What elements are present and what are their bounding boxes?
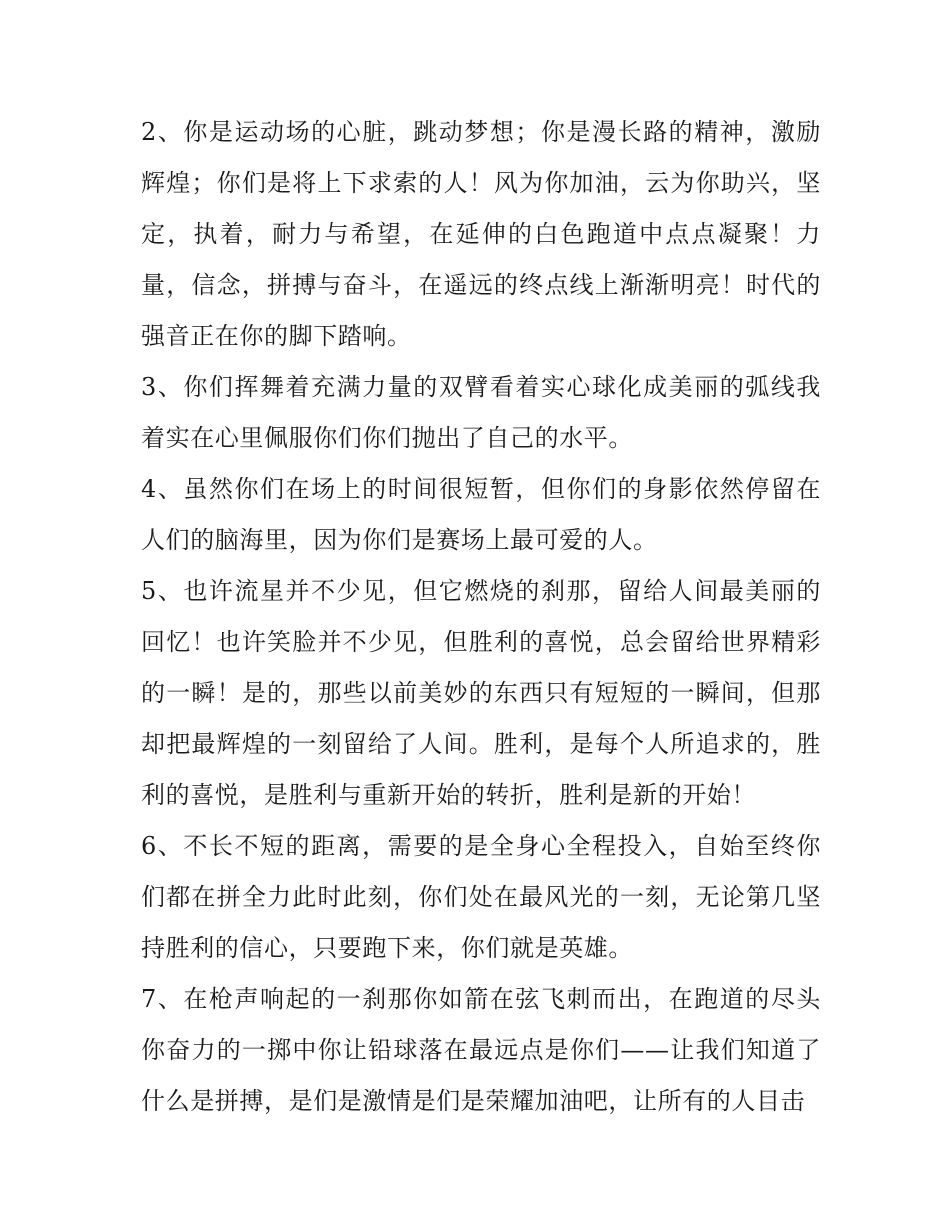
paragraph-3: 3、你们挥舞着充满力量的双臂看着实心球化成美丽的弧线我着实在心里佩服你们你们抛出了自己的水平。 [141,373,821,452]
paragraph-5: 5、也许流星并不少见，但它燃烧的刹那，留给人间最美丽的回忆！也许笑脸并不少见，但胜利的喜悦，总会留给世界精彩的一瞬！是的，那些以前美妙的东西只有短短的一瞬间，但那却把最辉煌的一刻留给了人间。胜利，是每个人所追求的，胜利的喜悦，是胜利与重新开始的转折，胜利是新的开始！ [141,577,821,809]
paragraph-2: 2、你是运动场的心脏，跳动梦想；你是漫长路的精神，激励辉煌；你们是将上下求索的人！风为你加油，云为你助兴，坚定，执着，耐力与希望，在延伸的白色跑道中点点凝聚！力量，信念，拼搏与奋斗，在遥远的终点线上渐渐明亮！时代的强音正在你的脚下踏响。 [141,118,821,350]
paragraph-6: 6、不长不短的距离，需要的是全身心全程投入，自始至终你们都在拼全力此时此刻，你们处在最风光的一刻，无论第几坚持胜利的信心，只要跑下来，你们就是英雄。 [141,832,821,962]
paragraph-4: 4、虽然你们在场上的时间很短暂，但你们的身影依然停留在人们的脑海里，因为你们是赛场上最可爱的人。 [141,475,821,554]
document-body [141,107,821,1127]
paragraph-7: 7、在枪声响起的一刹那你如箭在弦飞刺而出，在跑道的尽头你奋力的一掷中你让铅球落在最远点是你们——让我们知道了什么是拼搏，是们是激情是们是荣耀加油吧，让所有的人目击 [141,985,821,1115]
